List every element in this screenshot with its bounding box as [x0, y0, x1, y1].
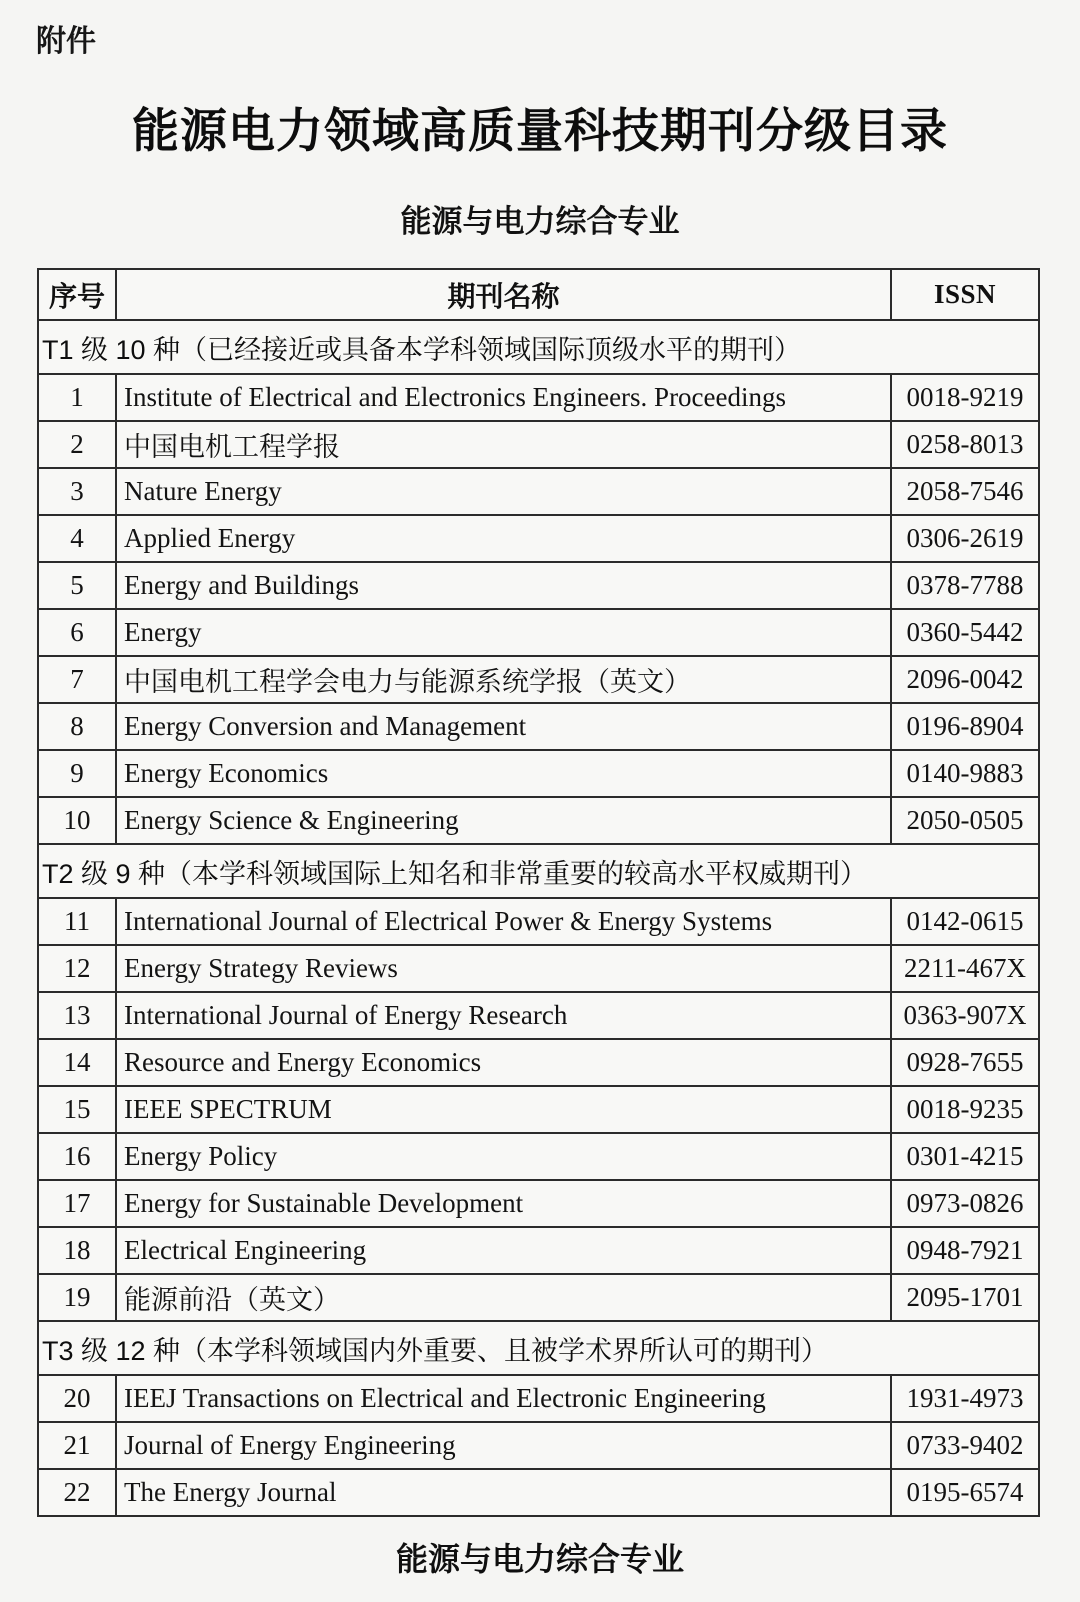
row-index: 4	[38, 515, 116, 562]
journal-issn: 0733-9402	[891, 1422, 1039, 1469]
page-footer: 能源与电力综合专业	[395, 1541, 684, 1577]
row-index: 11	[38, 898, 116, 945]
journal-name: Energy	[116, 609, 891, 656]
row-index: 18	[38, 1227, 116, 1274]
journal-name: 能源前沿（英文）	[116, 1274, 891, 1321]
table-row	[38, 1227, 1039, 1274]
table-row	[38, 703, 1039, 750]
journal-name: Energy Policy	[116, 1133, 891, 1180]
table-row	[38, 421, 1039, 468]
row-index: 1	[38, 374, 116, 421]
journal-issn: 2096-0042	[891, 656, 1039, 703]
table-row	[38, 1039, 1039, 1086]
journal-issn: 0140-9883	[891, 750, 1039, 797]
attachment-label: 附件	[36, 25, 96, 58]
row-index: 7	[38, 656, 116, 703]
row-index: 14	[38, 1039, 116, 1086]
table-row	[38, 992, 1039, 1039]
row-index: 2	[38, 421, 116, 468]
journal-issn: 2058-7546	[891, 468, 1039, 515]
row-index: 13	[38, 992, 116, 1039]
row-index: 20	[38, 1375, 116, 1422]
table-row	[38, 609, 1039, 656]
table-row	[38, 1133, 1039, 1180]
journal-name: 中国电机工程学报	[116, 421, 891, 468]
table-header-row	[38, 269, 1039, 320]
header-cell-issn: ISSN	[891, 269, 1039, 320]
row-index: 19	[38, 1274, 116, 1321]
table-row	[38, 797, 1039, 844]
journal-name: Energy Economics	[116, 750, 891, 797]
journal-table	[37, 268, 1040, 1517]
table-row	[38, 1274, 1039, 1321]
row-index: 9	[38, 750, 116, 797]
row-index: 10	[38, 797, 116, 844]
section-row	[38, 320, 1039, 374]
journal-name: Nature Energy	[116, 468, 891, 515]
page-subtitle: 能源与电力综合专业	[400, 204, 680, 239]
row-index: 21	[38, 1422, 116, 1469]
journal-name: IEEE SPECTRUM	[116, 1086, 891, 1133]
table-row	[38, 945, 1039, 992]
journal-issn: 0142-0615	[891, 898, 1039, 945]
journal-name: The Energy Journal	[116, 1469, 891, 1516]
table-row	[38, 1375, 1039, 1422]
journal-issn: 0306-2619	[891, 515, 1039, 562]
header-cell-name: 期刊名称	[116, 269, 891, 320]
table-row	[38, 898, 1039, 945]
table-row	[38, 562, 1039, 609]
table-row	[38, 374, 1039, 421]
section-label: T3 级 12 种（本学科领域国内外重要、且被学术界所认可的期刊）	[38, 1321, 1039, 1375]
journal-name: IEEJ Transactions on Electrical and Electronic Engineering	[116, 1375, 891, 1422]
journal-name: Energy for Sustainable Development	[116, 1180, 891, 1227]
journal-name: 中国电机工程学会电力与能源系统学报（英文）	[116, 656, 891, 703]
journal-name: Resource and Energy Economics	[116, 1039, 891, 1086]
journal-name: International Journal of Electrical Power & Energy Systems	[116, 898, 891, 945]
journal-issn: 0018-9235	[891, 1086, 1039, 1133]
section-row	[38, 1321, 1039, 1375]
journal-issn: 0948-7921	[891, 1227, 1039, 1274]
journal-table-body	[38, 320, 1039, 1516]
journal-issn: 0018-9219	[891, 374, 1039, 421]
row-index: 5	[38, 562, 116, 609]
table-row	[38, 515, 1039, 562]
table-row	[38, 1086, 1039, 1133]
journal-name: Energy and Buildings	[116, 562, 891, 609]
journal-issn: 1931-4973	[891, 1375, 1039, 1422]
journal-issn: 2095-1701	[891, 1274, 1039, 1321]
section-label: T1 级 10 种（已经接近或具备本学科领域国际顶级水平的期刊）	[38, 320, 1039, 374]
journal-issn: 0973-0826	[891, 1180, 1039, 1227]
journal-name: Institute of Electrical and Electronics Engineers. Proceedings	[116, 374, 891, 421]
journal-issn: 0301-4215	[891, 1133, 1039, 1180]
journal-name: Energy Conversion and Management	[116, 703, 891, 750]
journal-issn: 0196-8904	[891, 703, 1039, 750]
journal-name: Journal of Energy Engineering	[116, 1422, 891, 1469]
journal-issn: 0195-6574	[891, 1469, 1039, 1516]
table-row	[38, 1422, 1039, 1469]
journal-name: Applied Energy	[116, 515, 891, 562]
journal-issn: 2211-467X	[891, 945, 1039, 992]
journal-issn: 0258-8013	[891, 421, 1039, 468]
table-row	[38, 656, 1039, 703]
table-row	[38, 468, 1039, 515]
journal-name: International Journal of Energy Research	[116, 992, 891, 1039]
journal-issn: 0363-907X	[891, 992, 1039, 1039]
section-label: T2 级 9 种（本学科领域国际上知名和非常重要的较高水平权威期刊）	[38, 844, 1039, 898]
row-index: 15	[38, 1086, 116, 1133]
row-index: 22	[38, 1469, 116, 1516]
row-index: 17	[38, 1180, 116, 1227]
journal-issn: 0360-5442	[891, 609, 1039, 656]
row-index: 12	[38, 945, 116, 992]
journal-name: Energy Science & Engineering	[116, 797, 891, 844]
journal-name: Energy Strategy Reviews	[116, 945, 891, 992]
row-index: 8	[38, 703, 116, 750]
table-row	[38, 750, 1039, 797]
table-row	[38, 1180, 1039, 1227]
journal-name: Electrical Engineering	[116, 1227, 891, 1274]
row-index: 6	[38, 609, 116, 656]
journal-issn: 0378-7788	[891, 562, 1039, 609]
page-title: 能源电力领域高质量科技期刊分级目录	[132, 106, 948, 158]
table-row	[38, 1469, 1039, 1516]
journal-issn: 0928-7655	[891, 1039, 1039, 1086]
row-index: 16	[38, 1133, 116, 1180]
row-index: 3	[38, 468, 116, 515]
header-cell-index: 序号	[38, 269, 116, 320]
section-row	[38, 844, 1039, 898]
journal-issn: 2050-0505	[891, 797, 1039, 844]
